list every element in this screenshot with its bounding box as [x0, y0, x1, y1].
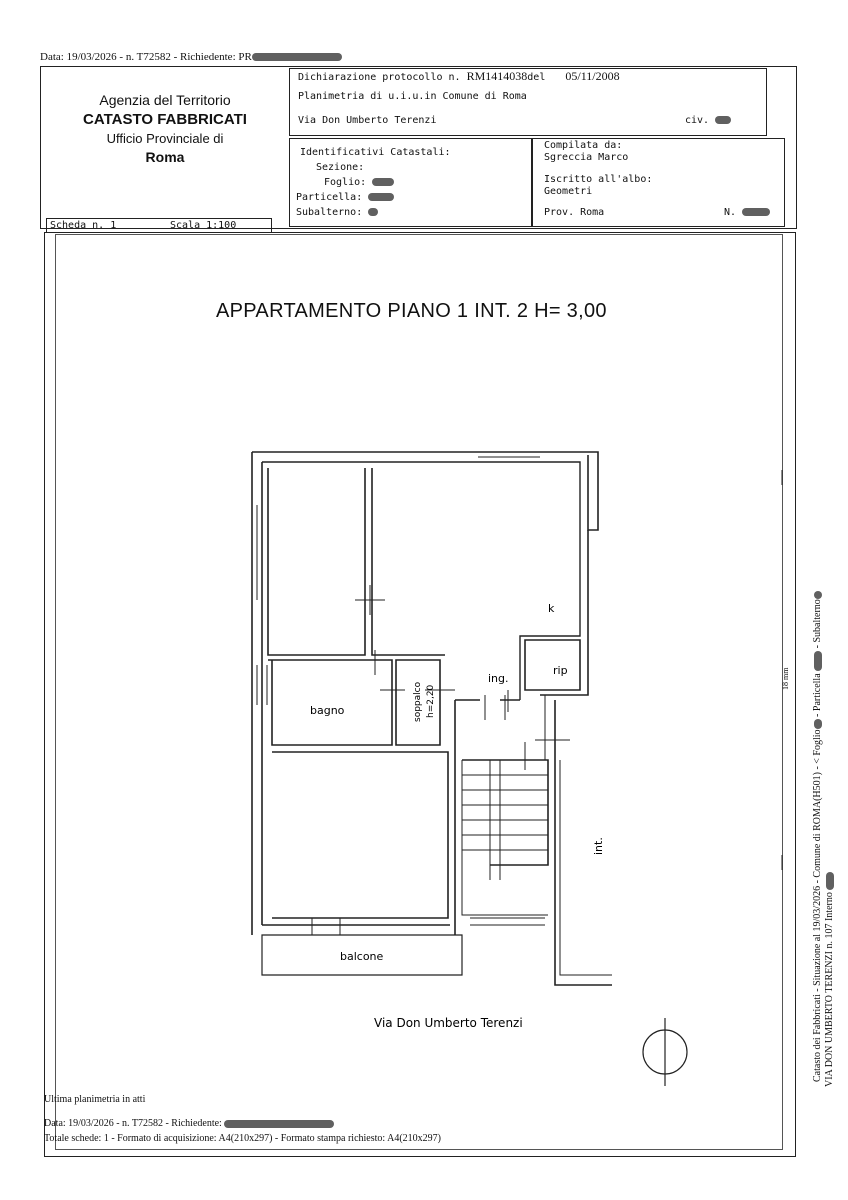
- catasto-title: CATASTO FABBRICATI: [83, 111, 247, 128]
- particella-row: Particella:: [296, 190, 451, 205]
- redacted-interno-side: [826, 872, 834, 890]
- room-label-int: int.: [592, 837, 605, 855]
- planimetria-line: Planimetria di u.i.u.in Comune di Roma: [298, 91, 527, 102]
- subalterno-row: Subalterno:: [296, 205, 451, 220]
- footer-ultima: Ultima planimetria in atti: [44, 1094, 146, 1105]
- protocol-date: 05/11/2008: [565, 69, 620, 83]
- room-label-ing: ing.: [488, 672, 509, 685]
- side-info-line2: VIA DON UMBERTO TERENZI n. 107 Interno: [824, 872, 835, 1087]
- scala-label: Scala 1:100: [170, 220, 237, 231]
- ufficio-label: Ufficio Provinciale di: [106, 131, 224, 146]
- room-label-rip: rip: [553, 664, 568, 677]
- plan-title: APPARTAMENTO PIANO 1 INT. 2 H= 3,00: [216, 300, 607, 322]
- top-request-line: Data: 19/03/2026 - n. T72582 - Richiedente: PR: [40, 51, 342, 63]
- address-line: Via Don Umberto Terenzi: [298, 115, 437, 126]
- room-label-bagno: bagno: [310, 704, 345, 717]
- compilata-label: Compilata da:: [544, 140, 623, 151]
- redacted-subalterno-side: [814, 591, 822, 599]
- ufficio-city: Roma: [145, 149, 185, 165]
- protocol-number: RM1414038: [466, 69, 528, 83]
- room-label-height: h=2,20: [426, 684, 436, 718]
- footer-data: Data: 19/03/2026 - n. T72582 - Richiedente:: [44, 1118, 334, 1129]
- iscritto-value: Geometri: [544, 186, 593, 197]
- room-label-soppalco: soppalco: [413, 681, 423, 722]
- scheda-label: Scheda n. 1: [50, 220, 117, 231]
- compilata-name: Sgreccia Marco: [544, 152, 629, 163]
- plan-street-label: Via Don Umberto Terenzi: [374, 1016, 523, 1030]
- n-label: N.: [724, 207, 770, 218]
- agency-name: Agenzia del Territorio: [99, 92, 231, 108]
- redacted-richiedente: [224, 1120, 334, 1128]
- room-label-k: k: [548, 602, 555, 615]
- side-info-line1: Catasto dei Fabbricati - Situazione al 19/03/2026 - Comune di ROMA(H501) - < Foglio - Particella - Subalterno: [812, 591, 823, 1082]
- foglio-row: Foglio:: [324, 175, 451, 190]
- redacted-foglio-side: [814, 719, 822, 729]
- room-label-balcone: balcone: [340, 950, 384, 963]
- protocol-line: Dichiarazione protocollo n. RM1414038del 05/11/2008: [298, 69, 620, 83]
- side-mark: 18 mm: [781, 667, 790, 690]
- sezione-label: Sezione:: [316, 162, 365, 173]
- prov-label: Prov. Roma: [544, 207, 605, 218]
- iscritto-label: Iscritto all'albo:: [544, 174, 653, 185]
- identifiers-title: Identificativi Catastali:: [300, 147, 451, 158]
- footer-totale: Totale schede: 1 - Formato di acquisizione: A4(210x297) - Formato stampa richiesto: A4(210x297): [44, 1133, 441, 1144]
- redacted-particella-side: [814, 651, 822, 671]
- civ-label: civ.: [685, 115, 731, 126]
